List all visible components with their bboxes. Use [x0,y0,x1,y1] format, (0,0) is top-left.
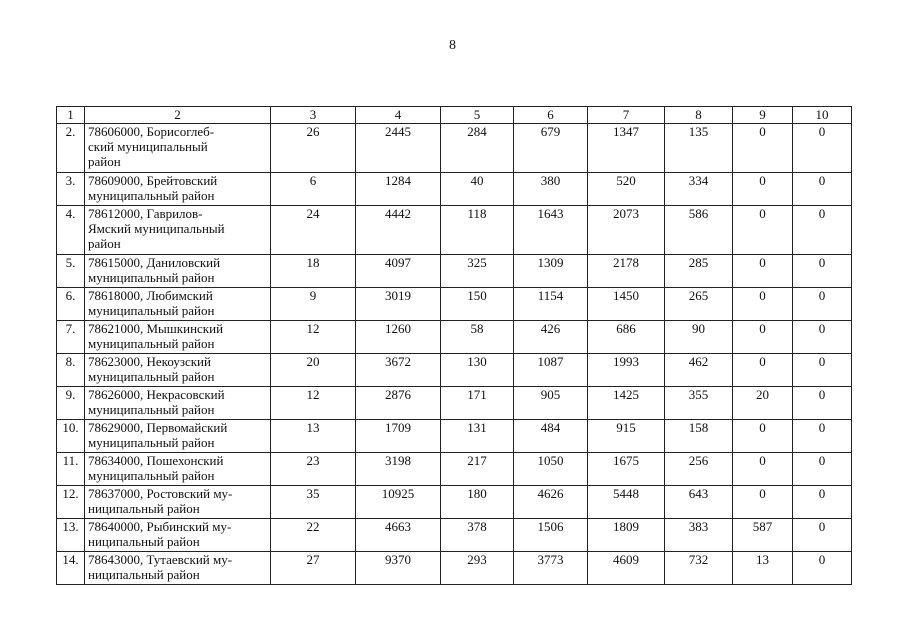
row-district-name: 78643000, Тутаевский му- ниципальный район [85,552,271,585]
table-row [57,552,852,585]
row-value-col-7: 1425 [588,387,665,420]
row-value-col-8: 265 [665,288,733,321]
row-district-name: 78640000, Рыбинский му- ниципальный район [85,519,271,552]
row-value-col-7: 1450 [588,288,665,321]
row-value-col-7: 1993 [588,354,665,387]
row-value-col-7: 1809 [588,519,665,552]
column-header-1: 1 [57,107,85,124]
row-value-col-5: 130 [441,354,514,387]
row-value-col-8: 135 [665,124,733,173]
column-header-10: 10 [793,107,852,124]
row-value-col-6: 1506 [514,519,588,552]
table-row [57,453,852,486]
row-value-col-10: 0 [793,124,852,173]
row-value-col-4: 3198 [356,453,441,486]
row-value-col-5: 118 [441,206,514,255]
row-value-col-3: 12 [271,387,356,420]
row-value-col-4: 4097 [356,255,441,288]
row-value-col-9: 0 [733,354,793,387]
row-value-col-9: 0 [733,206,793,255]
row-value-col-9: 20 [733,387,793,420]
row-value-col-7: 2073 [588,206,665,255]
table-row [57,255,852,288]
row-value-col-7: 1347 [588,124,665,173]
row-value-col-4: 4442 [356,206,441,255]
row-value-col-6: 1050 [514,453,588,486]
row-value-col-7: 2178 [588,255,665,288]
row-value-col-4: 1260 [356,321,441,354]
row-value-col-6: 3773 [514,552,588,585]
row-district-name: 78615000, Даниловский муниципальный район [85,255,271,288]
row-district-name: 78626000, Некрасовский муниципальный район [85,387,271,420]
row-value-col-9: 0 [733,288,793,321]
row-value-col-10: 0 [793,486,852,519]
column-header-8: 8 [665,107,733,124]
row-value-col-8: 355 [665,387,733,420]
row-value-col-10: 0 [793,173,852,206]
row-value-col-10: 0 [793,387,852,420]
row-index: 13. [57,519,85,552]
row-value-col-9: 0 [733,173,793,206]
row-value-col-8: 586 [665,206,733,255]
row-district-name: 78629000, Первомайский муниципальный район [85,420,271,453]
row-value-col-7: 915 [588,420,665,453]
row-district-name: 78612000, Гаврилов- Ямский муниципальный район [85,206,271,255]
column-header-3: 3 [271,107,356,124]
row-value-col-8: 643 [665,486,733,519]
row-value-col-4: 1709 [356,420,441,453]
column-header-7: 7 [588,107,665,124]
page-number: 8 [449,38,456,53]
table-row [57,173,852,206]
row-value-col-4: 1284 [356,173,441,206]
row-value-col-5: 40 [441,173,514,206]
row-value-col-8: 90 [665,321,733,354]
table-header-row [57,107,852,124]
row-district-name: 78621000, Мышкинский муниципальный район [85,321,271,354]
row-value-col-5: 325 [441,255,514,288]
row-value-col-10: 0 [793,288,852,321]
column-header-2: 2 [85,107,271,124]
row-index: 7. [57,321,85,354]
row-value-col-7: 686 [588,321,665,354]
row-value-col-7: 4609 [588,552,665,585]
row-district-name: 78609000, Брейтовский муниципальный район [85,173,271,206]
row-value-col-7: 5448 [588,486,665,519]
row-value-col-6: 1309 [514,255,588,288]
table-row [57,288,852,321]
row-value-col-10: 0 [793,255,852,288]
row-value-col-9: 0 [733,124,793,173]
row-value-col-6: 1154 [514,288,588,321]
row-value-col-3: 6 [271,173,356,206]
table-row [57,486,852,519]
row-index: 3. [57,173,85,206]
row-index: 5. [57,255,85,288]
row-value-col-9: 0 [733,420,793,453]
row-value-col-9: 587 [733,519,793,552]
row-value-col-7: 1675 [588,453,665,486]
row-value-col-10: 0 [793,453,852,486]
row-value-col-6: 905 [514,387,588,420]
row-value-col-3: 9 [271,288,356,321]
row-value-col-6: 426 [514,321,588,354]
row-value-col-3: 24 [271,206,356,255]
column-header-4: 4 [356,107,441,124]
row-value-col-8: 256 [665,453,733,486]
table-row [57,124,852,173]
row-value-col-3: 23 [271,453,356,486]
row-value-col-3: 35 [271,486,356,519]
row-value-col-5: 180 [441,486,514,519]
table-row [57,354,852,387]
row-index: 9. [57,387,85,420]
row-value-col-5: 150 [441,288,514,321]
row-value-col-9: 0 [733,453,793,486]
row-index: 2. [57,124,85,173]
row-index: 12. [57,486,85,519]
row-value-col-7: 520 [588,173,665,206]
row-value-col-4: 2445 [356,124,441,173]
table-row [57,206,852,255]
row-value-col-9: 0 [733,321,793,354]
data-table [56,106,852,585]
row-value-col-6: 4626 [514,486,588,519]
row-value-col-8: 383 [665,519,733,552]
row-value-col-3: 13 [271,420,356,453]
row-value-col-5: 284 [441,124,514,173]
row-value-col-6: 380 [514,173,588,206]
row-value-col-8: 334 [665,173,733,206]
row-index: 11. [57,453,85,486]
row-value-col-8: 732 [665,552,733,585]
row-value-col-8: 285 [665,255,733,288]
column-header-6: 6 [514,107,588,124]
row-value-col-9: 0 [733,486,793,519]
row-district-name: 78606000, Борисоглеб- ский муниципальный район [85,124,271,173]
row-value-col-6: 1087 [514,354,588,387]
row-value-col-4: 9370 [356,552,441,585]
row-value-col-3: 27 [271,552,356,585]
row-value-col-10: 0 [793,321,852,354]
row-value-col-3: 26 [271,124,356,173]
row-district-name: 78634000, Пошехонский муниципальный район [85,453,271,486]
row-value-col-6: 484 [514,420,588,453]
column-header-5: 5 [441,107,514,124]
row-value-col-4: 3019 [356,288,441,321]
row-value-col-9: 0 [733,255,793,288]
row-district-name: 78637000, Ростовский му- ниципальный район [85,486,271,519]
row-value-col-3: 12 [271,321,356,354]
row-index: 8. [57,354,85,387]
row-index: 6. [57,288,85,321]
row-value-col-5: 58 [441,321,514,354]
row-index: 4. [57,206,85,255]
row-value-col-5: 378 [441,519,514,552]
row-value-col-3: 22 [271,519,356,552]
row-value-col-9: 13 [733,552,793,585]
row-value-col-6: 679 [514,124,588,173]
row-district-name: 78618000, Любимский муниципальный район [85,288,271,321]
row-value-col-5: 171 [441,387,514,420]
row-district-name: 78623000, Некоузский муниципальный район [85,354,271,387]
row-value-col-5: 293 [441,552,514,585]
table-row [57,420,852,453]
row-value-col-8: 158 [665,420,733,453]
row-value-col-4: 3672 [356,354,441,387]
row-value-col-6: 1643 [514,206,588,255]
row-value-col-10: 0 [793,552,852,585]
row-value-col-4: 2876 [356,387,441,420]
row-value-col-4: 4663 [356,519,441,552]
table-row [57,321,852,354]
row-value-col-10: 0 [793,420,852,453]
row-index: 10. [57,420,85,453]
row-value-col-10: 0 [793,519,852,552]
row-index: 14. [57,552,85,585]
row-value-col-3: 20 [271,354,356,387]
row-value-col-3: 18 [271,255,356,288]
row-value-col-5: 217 [441,453,514,486]
table-row [57,519,852,552]
column-header-9: 9 [733,107,793,124]
row-value-col-8: 462 [665,354,733,387]
row-value-col-10: 0 [793,206,852,255]
row-value-col-10: 0 [793,354,852,387]
row-value-col-4: 10925 [356,486,441,519]
row-value-col-5: 131 [441,420,514,453]
table-row [57,387,852,420]
